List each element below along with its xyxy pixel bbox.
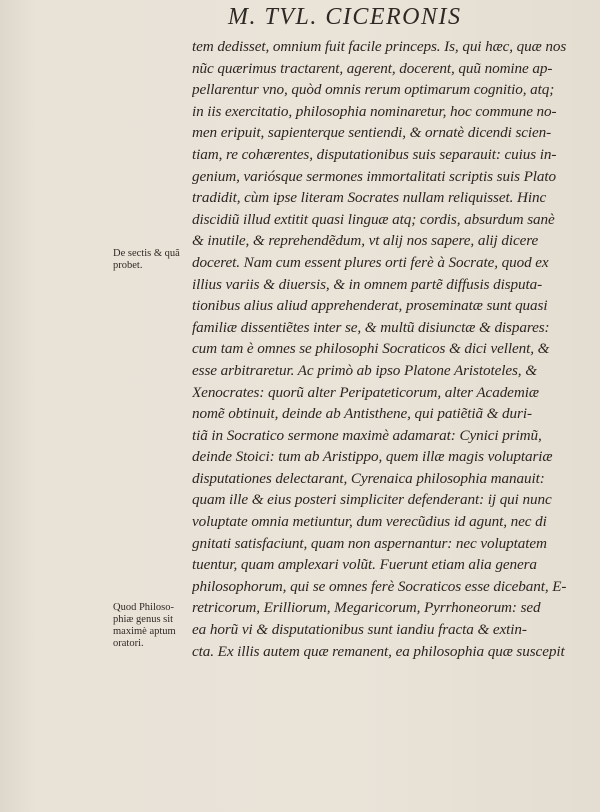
text-line: disputationes delectarant, Cyrenaica philosophia manauit: bbox=[192, 469, 545, 487]
margin-note-line: probet. bbox=[113, 260, 143, 271]
text-line: tiam, re cohærentes, disputationibus suis separauit: cuius in- bbox=[192, 145, 557, 163]
text-line: cta. Ex illis autem quæ remanent, ea philosophia quæ suscepit bbox=[192, 642, 565, 660]
text-line: quam ille & eius posteri simpliciter defenderant: ij qui nunc bbox=[192, 491, 552, 509]
text-line: nũc quærimus tractarent, agerent, docerent, quũ nomine ap- bbox=[192, 59, 553, 77]
margin-note-line: maximè aptum bbox=[113, 626, 176, 637]
text-line: gnitati satisfaciunt, quam non aspernantur: nec voluptatem bbox=[192, 534, 547, 552]
text-line: philosophorum, qui se omnes ferè Socraticos esse dicebant, E- bbox=[192, 577, 567, 595]
body-text bbox=[192, 36, 592, 662]
text-line: familiæ dissentiẽtes inter se, & multũ disiunctæ & dispares: bbox=[192, 318, 550, 336]
text-line: tradidit, cùm ipse literam Socrates nullam reliquisset. Hinc bbox=[192, 189, 547, 207]
text-line: tiã in Socratico sermone maximè adamarat: Cynici primũ, bbox=[192, 426, 542, 444]
text-line: Xenocrates: quorũ alter Peripateticorum, alter Academiæ bbox=[192, 383, 539, 401]
text-line: deinde Stoici: tum ab Aristippo, quem illæ magis voluptariæ bbox=[192, 448, 553, 466]
text-line: tionibus alius aliud apprehenderat, proseminatæ sunt quasi bbox=[192, 297, 548, 315]
margin-note-line: phiæ genus sit bbox=[113, 614, 174, 625]
text-line: illius variis & diuersis, & in omnem partẽ diffusis disputa- bbox=[192, 275, 543, 293]
text-line: men eripuit, sapienterque sentiendi, & ornatè dicendi scien- bbox=[192, 124, 552, 142]
text-line: esse arbitraretur. Ac primò ab ipso Platone Aristoteles, & bbox=[192, 361, 537, 379]
text-line: tuentur, quam amplexari volũt. Fuerunt etiam alia genera bbox=[192, 556, 537, 574]
text-line: retricorum, Erilliorum, Megaricorum, Pyrrhoneorum: sed bbox=[192, 599, 541, 617]
running-header: M. TVL. CICERONIS bbox=[228, 4, 462, 30]
margin-note-de-sectis bbox=[113, 248, 191, 272]
margin-note-line: Quod Philoso- bbox=[113, 602, 174, 613]
text-line: voluptate omnia metiuntur, dum verecũdius id agunt, nec di bbox=[192, 513, 547, 531]
text-line: pellarentur vno, quòd omnis rerum optimarum cognitio, atq; bbox=[192, 81, 555, 99]
text-line: nomẽ obtinuit, deinde ab Antisthene, qui patiẽtiã & duri- bbox=[192, 405, 532, 423]
text-line: doceret. Nam cum essent plures orti ferè à Socrate, quod ex bbox=[192, 253, 549, 271]
margin-note-line: oratori. bbox=[113, 638, 144, 649]
text-line: ea horũ vi & disputationibus sunt iandiu fracta & extin- bbox=[192, 621, 527, 639]
text-line: cum tam è omnes se philosophi Socraticos & dici vellent, & bbox=[192, 340, 550, 358]
text-line: in iis exercitatio, philosophia nominaretur, hoc commune no- bbox=[192, 102, 557, 120]
margin-note-line: De sectis & quã bbox=[113, 248, 180, 259]
text-line: & inutile, & reprehendẽdum, vt alij nos sapere, alij dicere bbox=[192, 232, 539, 250]
margin-note-quod-philosophiae bbox=[113, 602, 191, 650]
text-line: genium, variósque sermones immortalitati scriptis suis Plato bbox=[192, 167, 556, 185]
text-line: discidiũ illud extitit quasi linguæ atq; cordis, absurdum sanè bbox=[192, 210, 555, 228]
text-line: tem dedisset, omnium fuit facile princeps. Is, qui hæc, quæ nos bbox=[192, 38, 567, 55]
